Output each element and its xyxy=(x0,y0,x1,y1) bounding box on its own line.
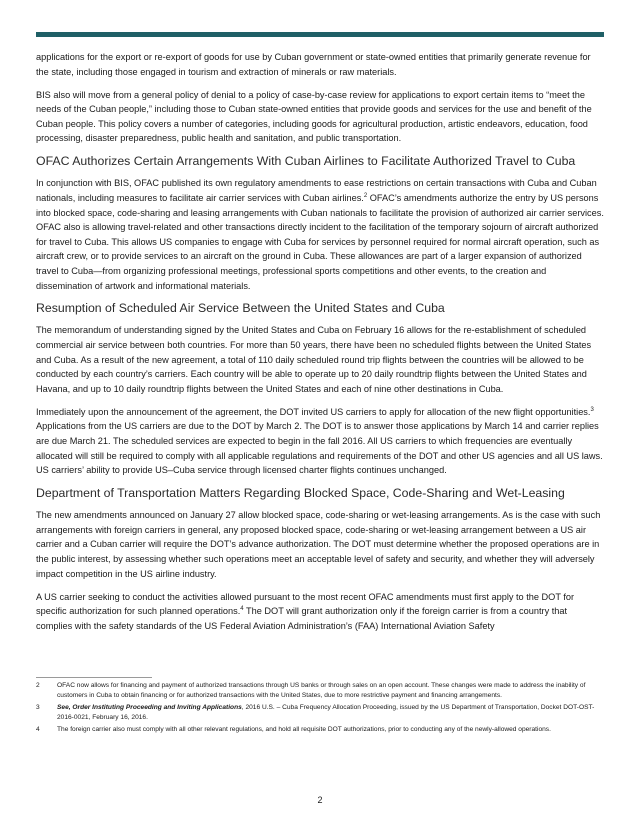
paragraph-text: The DOT will grant authorization only if the foreign carrier is from a country that complies with the safety standards of the US Federal Aviation Administration’s (FAA) International Aviation Safety xyxy=(36,606,568,631)
paragraph-text: OFAC’s amendments authorize the entry by US persons into blocked space, code-sharing and leasing arrangements with Cuban nationals to facilitate the provision of authorized air carrier services. OFAC also is allowing travel-related and other transactions directly incident to the facilitation of the temporary sojourn of aircraft authorized for travel to Cuba. This allows US companies to engage with Cuba for services by personnel required for normal aircraft operation, such as aircraft crew, or to provide services to an aircraft on the ground in Cuba. These allowances are part of a larger expansion of authorized travel to Cuba—from organizing professional meetings, professional sports competitions and other events, to the creation and dissemination of artwork and informational materials. xyxy=(36,192,604,291)
paragraph-text: BIS also will move from a general policy of denial to a policy of case-by-case review for applications to export certain items to “meet the needs of the Cuban people,” including those to Cuban state-owned entities that provide goods and services for the use and benefit of the Cuban people. This policy covers a number of categories, including goods for agricultural production, artistic endeavors, education, food processing, disaster preparedness, public health and sanitation, and public transportation. xyxy=(36,89,592,144)
page-number: 2 xyxy=(317,795,323,805)
footnote-body: The foreign carrier also must comply with all other relevant regulations, and hold all requisite DOT authorizations, prior to conducting any of the newly-allowed operations. xyxy=(57,726,551,734)
footnote-ref[interactable]: 2 xyxy=(363,192,368,199)
footnote-number: 2 xyxy=(36,682,40,689)
header-accent-bar xyxy=(36,32,604,37)
paragraph xyxy=(36,405,604,478)
paragraph-text: In conjunction with BIS, OFAC published its own regulatory amendments to ease restrictions on certain transactions with Cuba and Cuban nationals, including measures to facilitate air carrier services with Cuban airlines. xyxy=(36,178,597,203)
footnote xyxy=(36,725,604,735)
footnote-body: , 2016 U.S. – Cuba Frequency Allocation Proceeding, issued by the US Department of Transportation, Docket DOT-OST-2016-0021, February 16, 2016. xyxy=(57,704,595,721)
paragraph-text: The new amendments announced on January 27 allow blocked space, code-sharing or wet-leasing arrangements. As is the case with such arrangements with foreign carriers in general, any proposed blocked space, code-sharing or wet-leasing arrangement between a US air carrier and a Cuban carrier will require the DOT’s advance authorization. The DOT must determine whether the proposed operations are in the public interest, by assessing whether such operations meet an acceptable level of safety and security, and whether they will adversely impact competition in the US airline industry. xyxy=(36,510,601,579)
paragraph-text: The memorandum of understanding signed by the United States and Cuba on February 16 allows for the re-establishment of scheduled commercial air service between both countries. For more than 50 years, there have been no scheduled flights between the United States and Cuba. As a result of the new agreement, a total of 110 daily scheduled round trip flights between the countries will be allowed to be conducted by each country’s carriers. Each country will be able to operate up to 20 daily roundtrip flights between the United States and Havana, and up to 10 daily roundtrip flights between the United States and each of nine other destinations in Cuba. xyxy=(36,325,592,394)
footnote-body: OFAC now allows for financing and payment of authorized transactions through US banks or through sales on an open account. These changes were made to address the inability of customers in Cuba to obtain financing or for authorized transactions with the United States, due to more restrictive payment and financing arrangements. xyxy=(57,682,586,699)
paragraph xyxy=(36,88,604,146)
footnotes xyxy=(36,681,604,738)
footnote-ref[interactable]: 4 xyxy=(240,606,244,613)
paragraph xyxy=(36,508,604,581)
footnote xyxy=(36,681,604,701)
footnote xyxy=(36,703,604,723)
paragraph xyxy=(36,50,604,79)
footnote-number: 3 xyxy=(36,704,40,712)
section-heading: Resumption of Scheduled Air Service Between the United States and Cuba xyxy=(36,301,445,316)
paragraph-text: Applications from the US carriers are due to the DOT by March 2. The DOT is to answer those applications by March 14 and carrier replies are due March 21. The scheduled services are expected to begin in the fall 2016. All US carriers to which frequencies are eventually allocated will still be required to comply with all applicable regulations and requirements of the DOT and other US agencies and all US laws. US carriers’ ability to provide US–Cuba service through licensed charter flights continues unchanged. xyxy=(36,421,603,476)
footnote-text xyxy=(57,725,604,735)
section-heading: Department of Transportation Matters Regarding Blocked Space, Code-Sharing and Wet-Leasing xyxy=(36,486,565,501)
paragraph-text: Immediately upon the announcement of the agreement, the DOT invited US carriers to apply for allocation of the new flight opportunities. xyxy=(36,406,591,417)
footnote-divider xyxy=(36,677,152,678)
section-heading: OFAC Authorizes Certain Arrangements With Cuban Airlines to Facilitate Authorized Travel to Cuba xyxy=(36,154,576,169)
paragraph-text: applications for the export or re-export of goods for use by Cuban government or state-owned entities that primarily generate revenue for the state, including those engaged in tourism and extraction of minerals or raw materials. xyxy=(36,52,591,77)
paragraph-text: A US carrier seeking to conduct the activities allowed pursuant to the most recent OFAC amendments must first apply to the DOT for specific authorization for such planned operations. xyxy=(36,591,575,617)
footnote-number: 4 xyxy=(36,726,40,734)
footnote-ref[interactable]: 3 xyxy=(590,406,594,413)
paragraph xyxy=(36,176,604,293)
paragraph xyxy=(36,323,604,396)
footnote-text xyxy=(57,681,604,701)
document-body xyxy=(36,50,604,642)
footnote-text xyxy=(57,703,604,723)
paragraph xyxy=(36,590,604,634)
footnote-citation-title: See, Order Instituting Proceeding and Inviting Applications xyxy=(57,704,242,712)
